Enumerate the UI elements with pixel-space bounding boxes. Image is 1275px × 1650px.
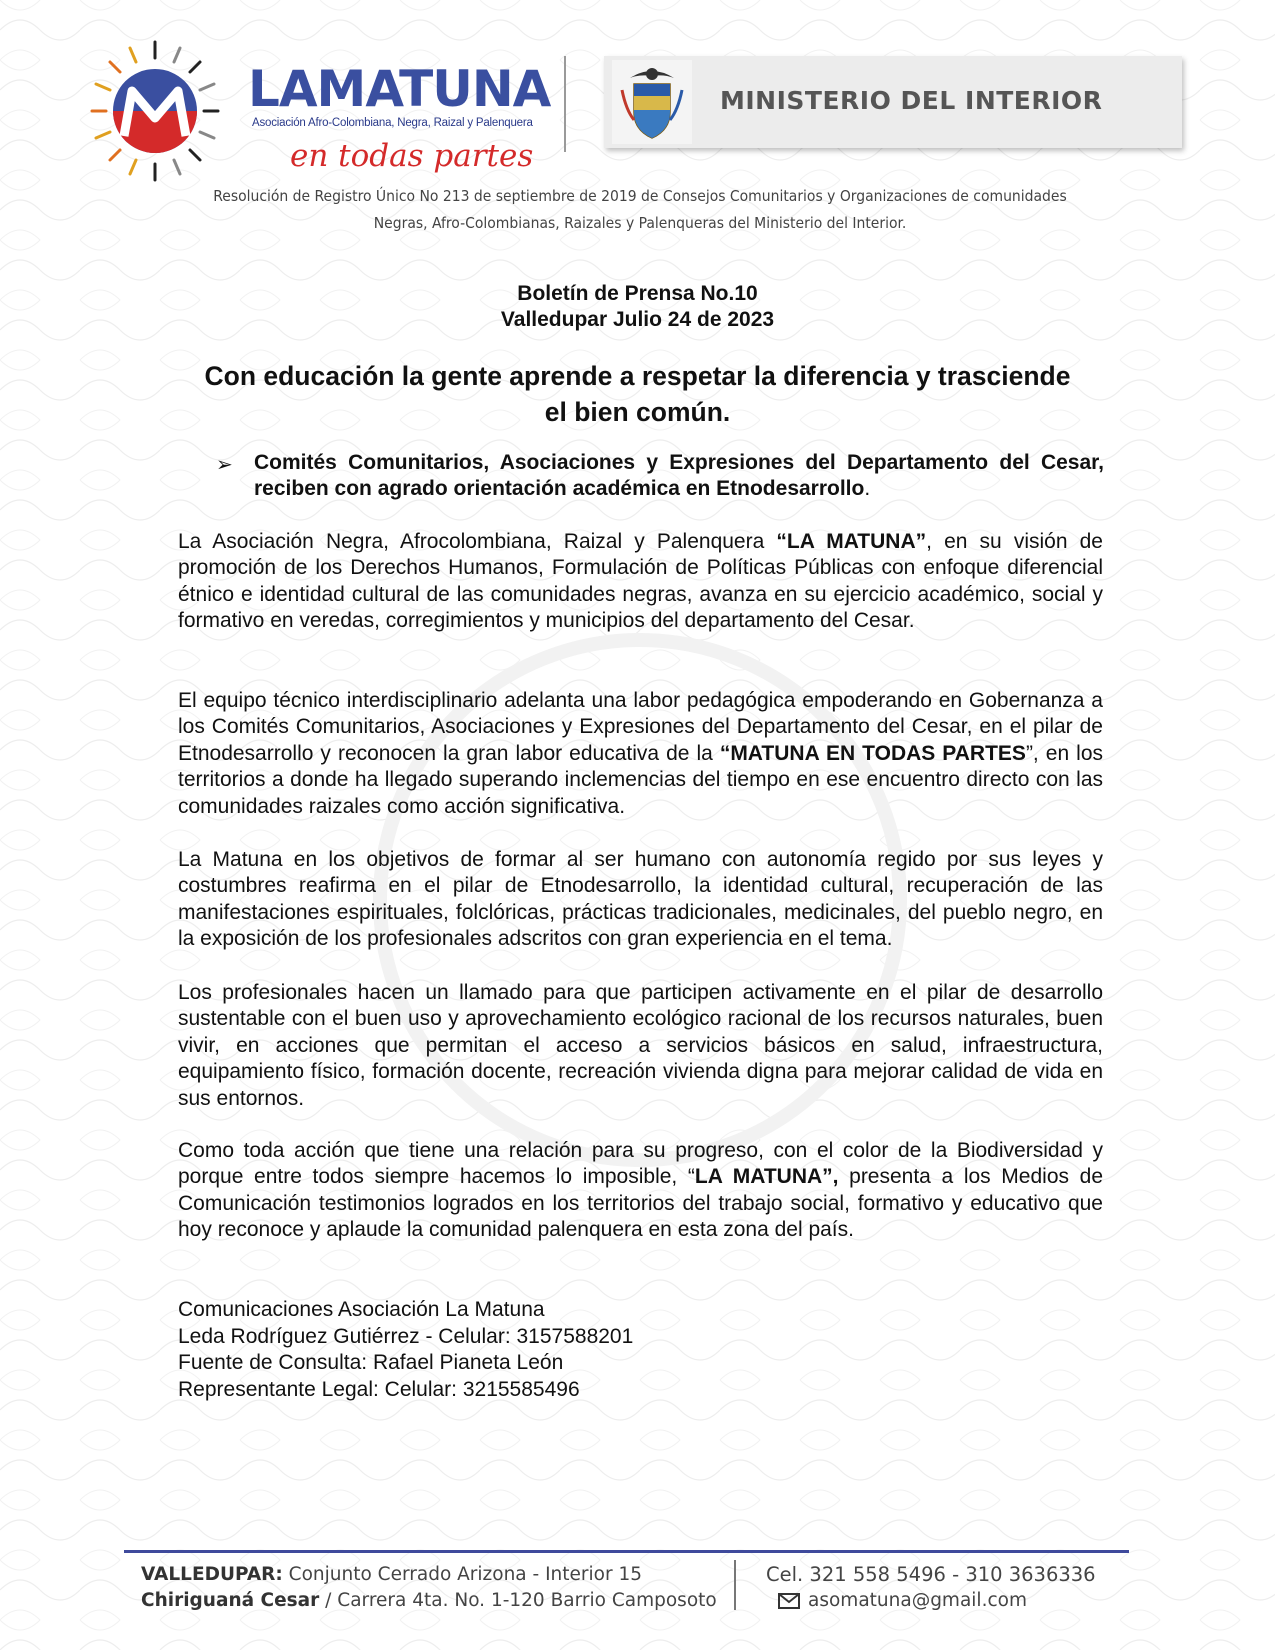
contact-line: Fuente de Consulta: Rafael Pianeta León xyxy=(178,1351,564,1375)
footer-addresses xyxy=(141,1562,717,1614)
footer-contact xyxy=(766,1562,1096,1614)
contact-line: Representante Legal: Celular: 3215585496 xyxy=(178,1377,580,1401)
contact-block xyxy=(178,1297,633,1403)
arrow-bullet-icon: ➢ xyxy=(216,452,233,476)
paragraph-1-bold: “LA MATUNA” xyxy=(776,530,927,553)
envelope-icon xyxy=(778,1593,800,1609)
paragraph-2-end: ”, en los territorios a donde ha llegado superando inclemencias del tiempo en ese encuentro directo con las comunidades raizales como acción significativa. xyxy=(178,741,1104,818)
headline: Con educación la gente aprende a respetar la diferencia y trasciende el bien común. xyxy=(204,361,1071,427)
la-matuna-logo-icon xyxy=(80,36,230,186)
resolution-line: Negras, Afro-Colombianas, Raizales y Palenqueras del Ministerio del Interior. xyxy=(373,214,907,232)
footer-rule xyxy=(124,1550,1129,1553)
footer-email[interactable]: asomatuna@gmail.com xyxy=(808,1590,1027,1611)
footer-city-2: Chiriguaná Cesar xyxy=(141,1590,320,1611)
footer-address-2 xyxy=(141,1588,717,1614)
bullet-end: . xyxy=(864,477,871,500)
footer-address-2-text: / Carrera 4ta. No. 1-120 Barrio Camposoto xyxy=(319,1590,717,1611)
colombia-coat-of-arms-icon xyxy=(612,60,692,144)
paragraph-5-end: presenta a los Medios de Comunicación testimonios logrados en los territorios del trabajo social, formativo y educativo que hoy reconoce y aplaude la comunidad palenquera en esta zona del país. xyxy=(178,1165,1103,1242)
bullet-bold-text: Comités Comunitarios, Asociaciones y Expresiones del Departamento del Cesar, reciben con agrado orientación académica en Etnodesarrollo xyxy=(254,451,1104,500)
header-divider xyxy=(564,56,566,152)
bulletin-number: Boletín de Prensa No.10 xyxy=(517,282,758,305)
paragraph-5-bold: LA MATUNA”, xyxy=(694,1165,839,1189)
brand-subtitle: Asociación Afro-Colombiana, Negra, Raizal y Palenquera xyxy=(252,117,533,129)
paragraph-4: Los profesionales hacen un llamado para que participen activamente en el pilar de desarrollo sustentable con el buen uso y aprovechamiento ecológico racional de los recursos naturales, buen vivir, en acciones que permitan el acceso a servicios básicos en salud, infraestructura, equipamiento físico, formación docente, recreación vivienda digna para mejorar calidad de vida en sus entornos. xyxy=(178,981,1103,1110)
bullet-text xyxy=(254,450,1104,502)
bulletin-date: Valledupar Julio 24 de 2023 xyxy=(500,308,775,331)
footer-email-row xyxy=(778,1588,1096,1614)
ministry-banner xyxy=(604,56,1182,148)
contact-line: Leda Rodríguez Gutiérrez - Celular: 3157588201 xyxy=(178,1324,634,1348)
footer-divider xyxy=(734,1560,736,1610)
footer-address-1-text: Conjunto Cerrado Arizona - Interior 15 xyxy=(282,1564,642,1585)
contact-line: Comunicaciones Asociación La Matuna xyxy=(178,1298,545,1321)
footer-city-1: VALLEDUPAR: xyxy=(141,1564,283,1585)
brand-title: LAMATUNA xyxy=(248,60,551,118)
paragraph-1 xyxy=(178,529,1103,635)
brand-slogan: en todas partes xyxy=(290,138,534,174)
footer-phones: Cel. 321 558 5496 - 310 3636336 xyxy=(766,1563,1096,1586)
paragraph-5-start: Como toda acción que tiene una relación para su progreso, con el color de la Biodiversidad y porque entre todos siempre hacemos lo imposible, “ xyxy=(178,1139,1103,1189)
paragraph-2 xyxy=(178,688,1103,820)
footer-address-1 xyxy=(141,1562,717,1588)
paragraph-5 xyxy=(178,1138,1103,1244)
resolution-text xyxy=(120,183,1160,237)
paragraph-3: La Matuna en los objetivos de formar al ser humano con autonomía regido por sus leyes y costumbres reafirma en el pilar de Etnodesarrollo, la identidad cultural, recuperación de las manifestaciones espirituales, folclóricas, prácticas tradicionales, medicinales, del pueblo negro, en la exposición de los profesionales adscritos con gran experiencia en el tema. xyxy=(178,848,1103,951)
paragraph-1-end: , en su visión de promoción de los Derechos Humanos, Formulación de Políticas Públicas con enfoque diferencial étnico e identidad cultural de las comunidades negras, avanza en su ejercicio académico, social y formativo en veredas, corregimientos y municipios del departamento del Cesar. xyxy=(178,530,1103,633)
resolution-line: Resolución de Registro Único No 213 de septiembre de 2019 de Consejos Comunitarios y Organizaciones de comunidades xyxy=(213,187,1067,205)
paragraph-2-bold: “MATUNA EN TODAS PARTES xyxy=(719,741,1026,765)
ministry-name: MINISTERIO DEL INTERIOR xyxy=(720,86,1103,115)
paragraph-2-start: El equipo técnico interdisciplinario adelanta una labor pedagógica empoderando en Gobernanza a los Comités Comunitarios, Asociaciones y Expresiones del Departamento del Cesar, en el pilar de Etnodesarrollo y reconocen la gran labor educativa de la xyxy=(178,689,1103,765)
paragraph-1-start: La Asociación Negra, Afrocolombiana, Raizal y Palenquera xyxy=(178,530,777,553)
